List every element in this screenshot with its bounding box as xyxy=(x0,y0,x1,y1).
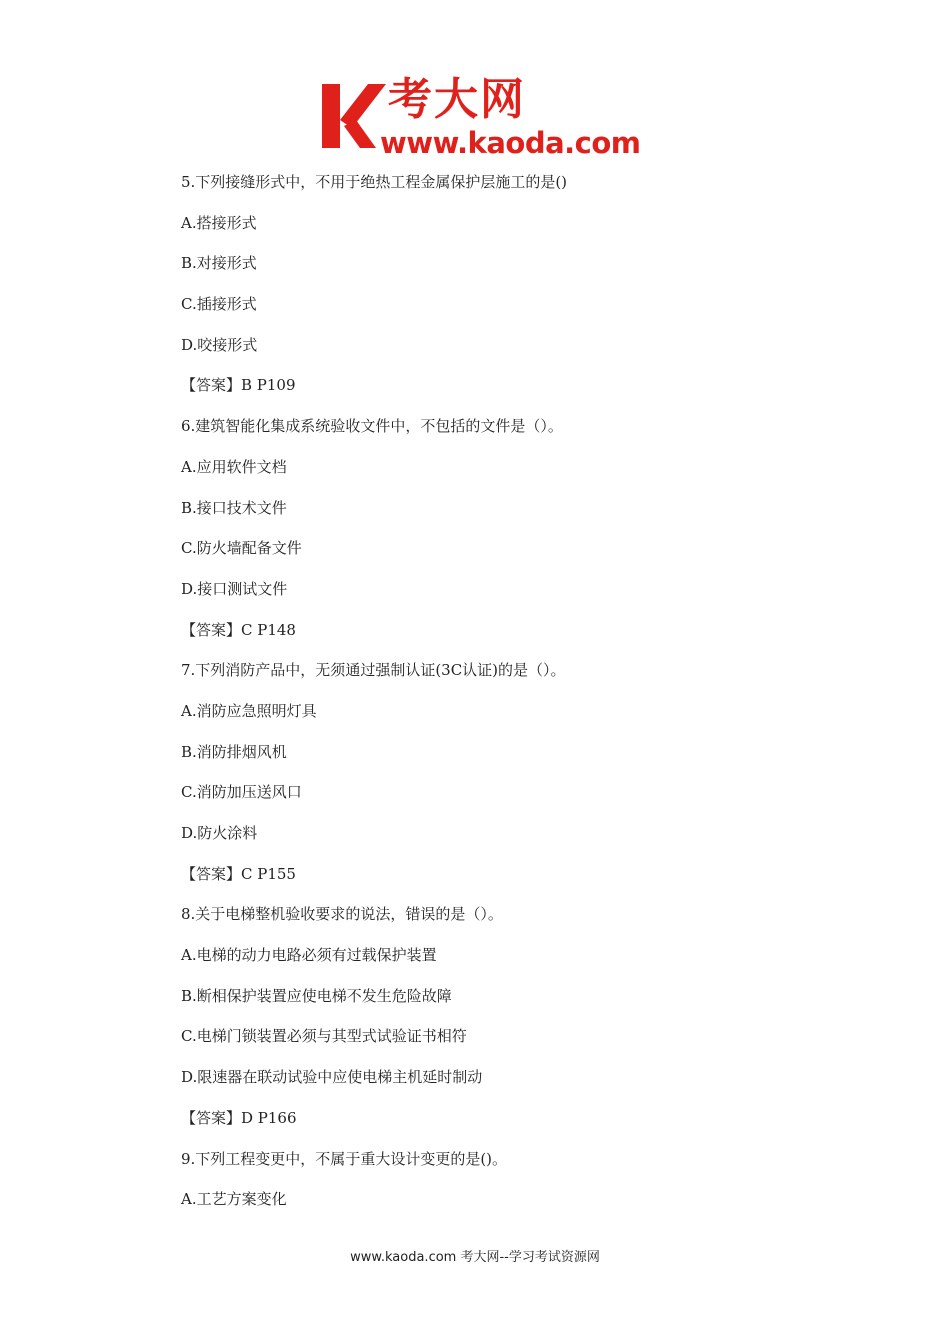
q7-option-d: D.防火涂料 xyxy=(181,824,258,842)
question-8: 8.关于电梯整机验收要求的说法，错误的是（）。 xyxy=(181,905,503,924)
q7-option-b: B.消防排烟风机 xyxy=(181,742,287,761)
q8-option-a: A.电梯的动力电路必须有过载保护装置 xyxy=(181,946,437,965)
q5-option-d: D.咬接形式 xyxy=(181,335,258,354)
document-body xyxy=(181,168,821,1226)
q5-answer: 【答案】B P109 xyxy=(181,376,296,395)
q6-option-b: B.接口技术文件 xyxy=(181,498,287,517)
q7-answer: 【答案】C P155 xyxy=(181,864,296,883)
question-6: 6.建筑智能化集成系统验收文件中，不包括的文件是（）。 xyxy=(181,417,563,436)
question-7: 7.下列消防产品中，无须通过强制认证(3C认证)的是（）。 xyxy=(181,661,566,680)
q7-option-a: A.消防应急照明灯具 xyxy=(181,701,317,720)
q8-option-b: B.断相保护装置应使电梯不发生危险故障 xyxy=(181,986,452,1005)
question-9: 9.下列工程变更中，不属于重大设计变更的是()。 xyxy=(181,1149,508,1168)
q8-option-c: C.电梯门锁装置必须与其型式试验证书相符 xyxy=(181,1027,467,1046)
q6-option-c: C.防火墙配备文件 xyxy=(181,539,302,558)
logo-brand-url: www.kaoda.com xyxy=(380,126,641,160)
q6-option-d: D.接口测试文件 xyxy=(181,579,288,598)
q6-answer: 【答案】C P148 xyxy=(181,620,296,639)
q8-option-d: D.限速器在联动试验中应使电梯主机延时制动 xyxy=(181,1068,483,1087)
q6-option-a: A.应用软件文档 xyxy=(181,457,287,476)
question-5: 5.下列接缝形式中，不用于绝热工程金属保护层施工的是() xyxy=(181,173,568,191)
k-logo-icon xyxy=(318,80,388,152)
q8-answer: 【答案】D P166 xyxy=(181,1108,297,1127)
q5-option-c: C.插接形式 xyxy=(181,295,257,314)
q5-option-b: B.对接形式 xyxy=(181,254,257,273)
q9-option-a: A.工艺方案变化 xyxy=(181,1190,287,1209)
logo-brand-name: 考大网 xyxy=(388,74,526,125)
kaoda-logo xyxy=(318,74,641,160)
page-footer: www.kaoda.com 考大网--学习考试资源网 xyxy=(350,1250,600,1265)
q5-option-a: A.搭接形式 xyxy=(181,213,257,232)
q7-option-c: C.消防加压送风口 xyxy=(181,783,302,802)
